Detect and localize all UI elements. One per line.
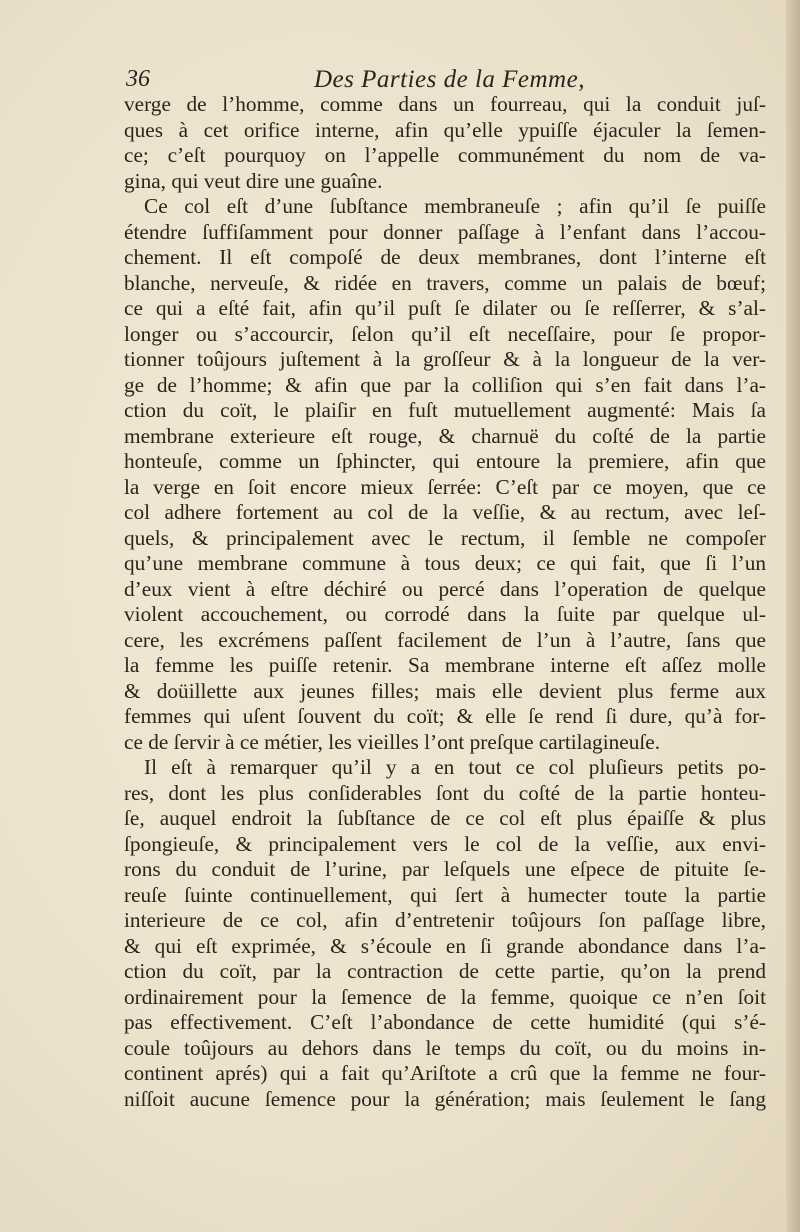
text-line: ce de ſervir à ce métier, les vieilles l’ont preſque cartilagineuſe.: [124, 729, 661, 754]
text-line: rons du conduit de l’urine, par leſquels une eſpece de pituite ſe-: [124, 857, 766, 881]
text-line: ce qui a eſté fait, afin qu’il puſt ſe dilater ou ſe reſſerrer, & s’al-: [124, 296, 766, 320]
text-line: honteuſe, comme un ſphincter, qui entoure la premiere, afin que: [124, 449, 766, 473]
text-line: gina, qui veut dire une guaîne.: [124, 168, 383, 193]
text-line: ſe, auquel endroit la ſubſtance de ce col eſt plus épaiſſe & plus: [124, 806, 766, 830]
text-line: cere, les excrémens paſſent facilement de l’un à l’autre, ſans que: [124, 627, 766, 652]
text-line: ſpongieuſe, & principalement vers le col de la veſſie, aux envi-: [124, 831, 766, 856]
text-line: ction du coït, le plaiſir en fuſt mutuellement augmenté: Mais ſa: [124, 398, 766, 422]
text-line: violent accouchement, ou corrodé dans la ſuite par quelque ul-: [124, 602, 766, 626]
text-line: & doüillette aux jeunes filles; mais elle devient plus ferme aux: [124, 678, 766, 703]
text-line: étendre ſuffiſamment pour donner paſſage à l’enfant dans l’accou-: [124, 219, 766, 244]
text-line: verge de l’homme, comme dans un fourreau, qui la conduit juſ-: [124, 92, 766, 116]
text-line: blanche, nerveuſe, & ridée en travers, comme un palais de bœuf;: [124, 270, 766, 295]
page-number: 36: [126, 66, 150, 92]
text-line: ction du coït, par la contraction de cette partie, qu’on la prend: [124, 959, 766, 983]
text-line: la femme les puiſſe retenir. Sa membrane interne eſt aſſez molle: [124, 653, 766, 677]
text-line: femmes qui uſent ſouvent du coït; & elle ſe rend ſi dure, qu’à for-: [124, 704, 766, 728]
text-line: & qui eſt exprimée, & s’écoule en ſi grande abondance dans l’a-: [124, 933, 766, 958]
text-line: longer ou s’accourcir, ſelon qu’il eſt neceſſaire, pour ſe propor-: [124, 321, 766, 346]
body-text: [124, 92, 766, 1112]
text-line: membrane exterieure eſt rouge, & charnuë du coſté de la partie: [124, 423, 766, 448]
text-line: ge de l’homme; & afin que par la colliſion qui s’en fait dans l’a-: [124, 372, 766, 397]
text-line: d’eux vient à eſtre déchiré ou percé dans l’operation de quelque: [124, 576, 766, 601]
text-line: Il eſt à remarquer qu’il y a en tout ce col pluſieurs petits po-: [144, 755, 766, 779]
text-line: pas effectivement. C’eſt l’abondance de cette humidité (qui s’é-: [124, 1010, 766, 1034]
text-line: la verge en ſoit encore mieux ſerrée: C’eſt par ce moyen, que ce: [124, 474, 766, 499]
text-line: tionner toûjours juſtement à la groſſeur & à la longueur de la ver-: [124, 347, 766, 371]
text-line: res, dont les plus conſiderables ſont du coſté de la partie honteu-: [124, 780, 766, 805]
running-head: Des Parties de la Femme,: [314, 66, 585, 93]
text-line: niſſoit aucune ſemence pour la génération; mais ſeulement le ſang: [124, 1086, 766, 1111]
text-line: continent aprés) qui a fait qu’Ariſtote a crû que la femme ne four-: [124, 1061, 766, 1085]
page-edge: [786, 0, 800, 1232]
text-line: ques à cet orifice interne, afin qu’elle ypuiſſe éjaculer la ſemen-: [124, 117, 766, 142]
text-line: interieure de ce col, afin d’entretenir toûjours ſon paſſage libre,: [124, 908, 766, 932]
text-line: chement. Il eſt compoſé de deux membranes, dont l’interne eſt: [124, 245, 766, 269]
text-line: ce; c’eſt pourquoy on l’appelle communément du nom de va-: [124, 143, 766, 167]
text-line: qu’une membrane commune à tous deux; ce qui fait, que ſi l’un: [124, 551, 766, 575]
text-line: ordinairement pour la ſemence de la femme, quoique ce n’en ſoit: [124, 984, 766, 1009]
text-line: col adhere fortement au col de la veſſie, & au rectum, avec leſ-: [124, 500, 766, 524]
text-line: reuſe ſuinte continuellement, qui ſert à humecter toute la partie: [124, 882, 766, 907]
text-line: quels, & principalement avec le rectum, il ſemble ne compoſer: [124, 525, 766, 550]
text-line: Ce col eſt d’une ſubſtance membraneuſe ; afin qu’il ſe puiſſe: [144, 194, 766, 218]
text-line: coule toûjours au dehors dans le temps du coït, ou du moins in-: [124, 1035, 766, 1060]
